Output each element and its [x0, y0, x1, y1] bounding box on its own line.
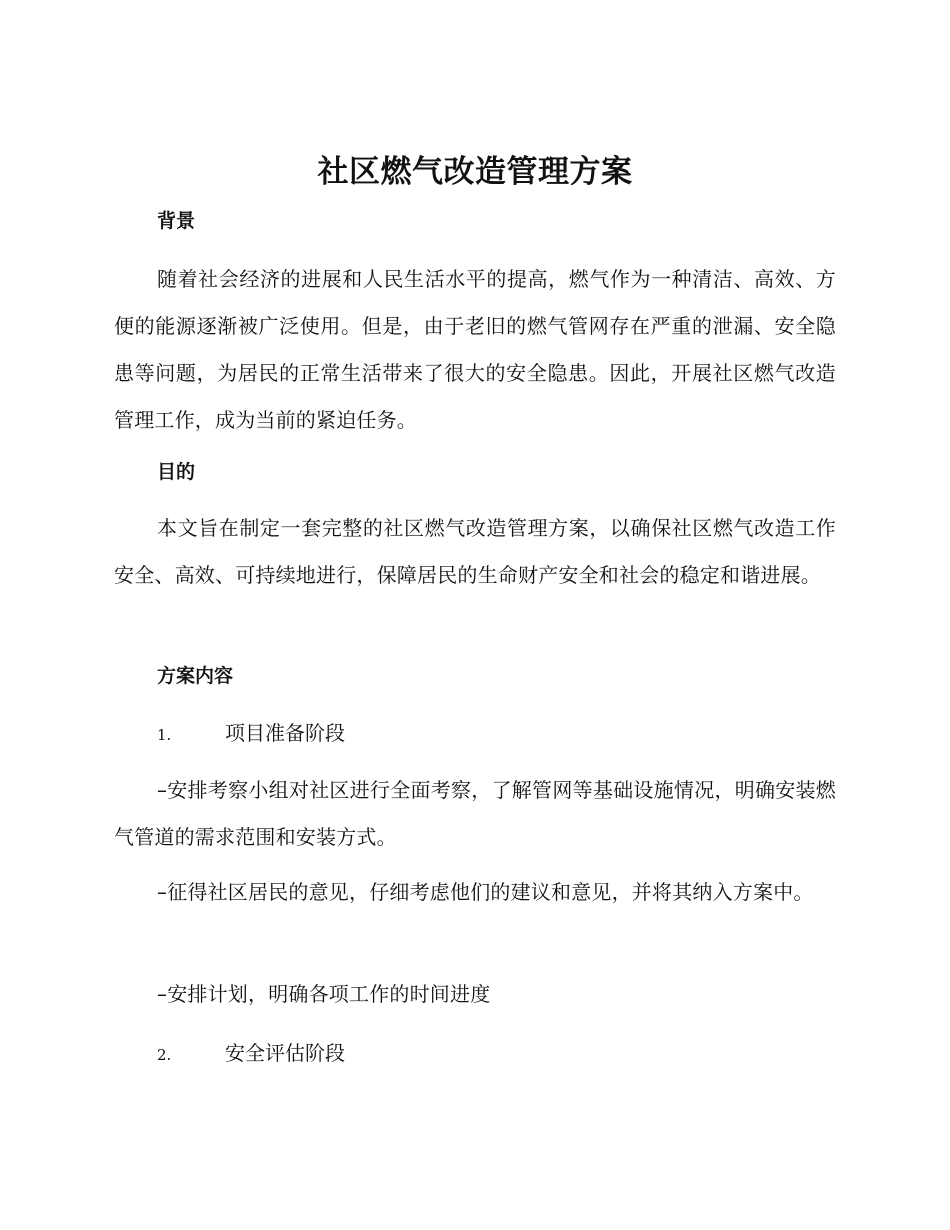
list-number: 1. — [157, 726, 172, 744]
bullet-paragraph: –征得社区居民的意见，仔细考虑他们的建议和意见，并将其纳入方案中。 — [157, 880, 814, 904]
section-heading-purpose: 目的 — [157, 461, 196, 483]
section-heading-background: 背景 — [157, 210, 196, 232]
list-label: 安全评估阶段 — [225, 1041, 345, 1065]
list-number: 2. — [157, 1046, 172, 1064]
purpose-paragraph: 本文旨在制定一套完整的社区燃气改造管理方案，以确保社区燃气改造工作安全、高效、可持续地进行，保障居民的生命财产安全和社会的稳定和谐进展。 — [114, 516, 836, 587]
document-title: 社区燃气改造管理方案 — [317, 154, 633, 190]
list-item-1 — [157, 719, 345, 749]
bullet-paragraph: –安排计划，明确各项工作的时间进度 — [157, 982, 491, 1006]
bullet-paragraph: –安排考察小组对社区进行全面考察，了解管网等基础设施情况，明确安装燃气管道的需求范围和安装方式。 — [114, 778, 836, 849]
background-paragraph: 随着社会经济的进展和人民生活水平的提高，燃气作为一种清洁、高效、方便的能源逐渐被广泛使用。但是，由于老旧的燃气管网存在严重的泄漏、安全隐患等问题，为居民的正常生活带来了很大的安全隐患。因此，开展社区燃气改造管理工作，成为当前的紧迫任务。 — [114, 267, 836, 432]
list-item-2 — [157, 1039, 345, 1069]
list-label: 项目准备阶段 — [225, 721, 345, 745]
section-heading-content: 方案内容 — [157, 665, 234, 687]
